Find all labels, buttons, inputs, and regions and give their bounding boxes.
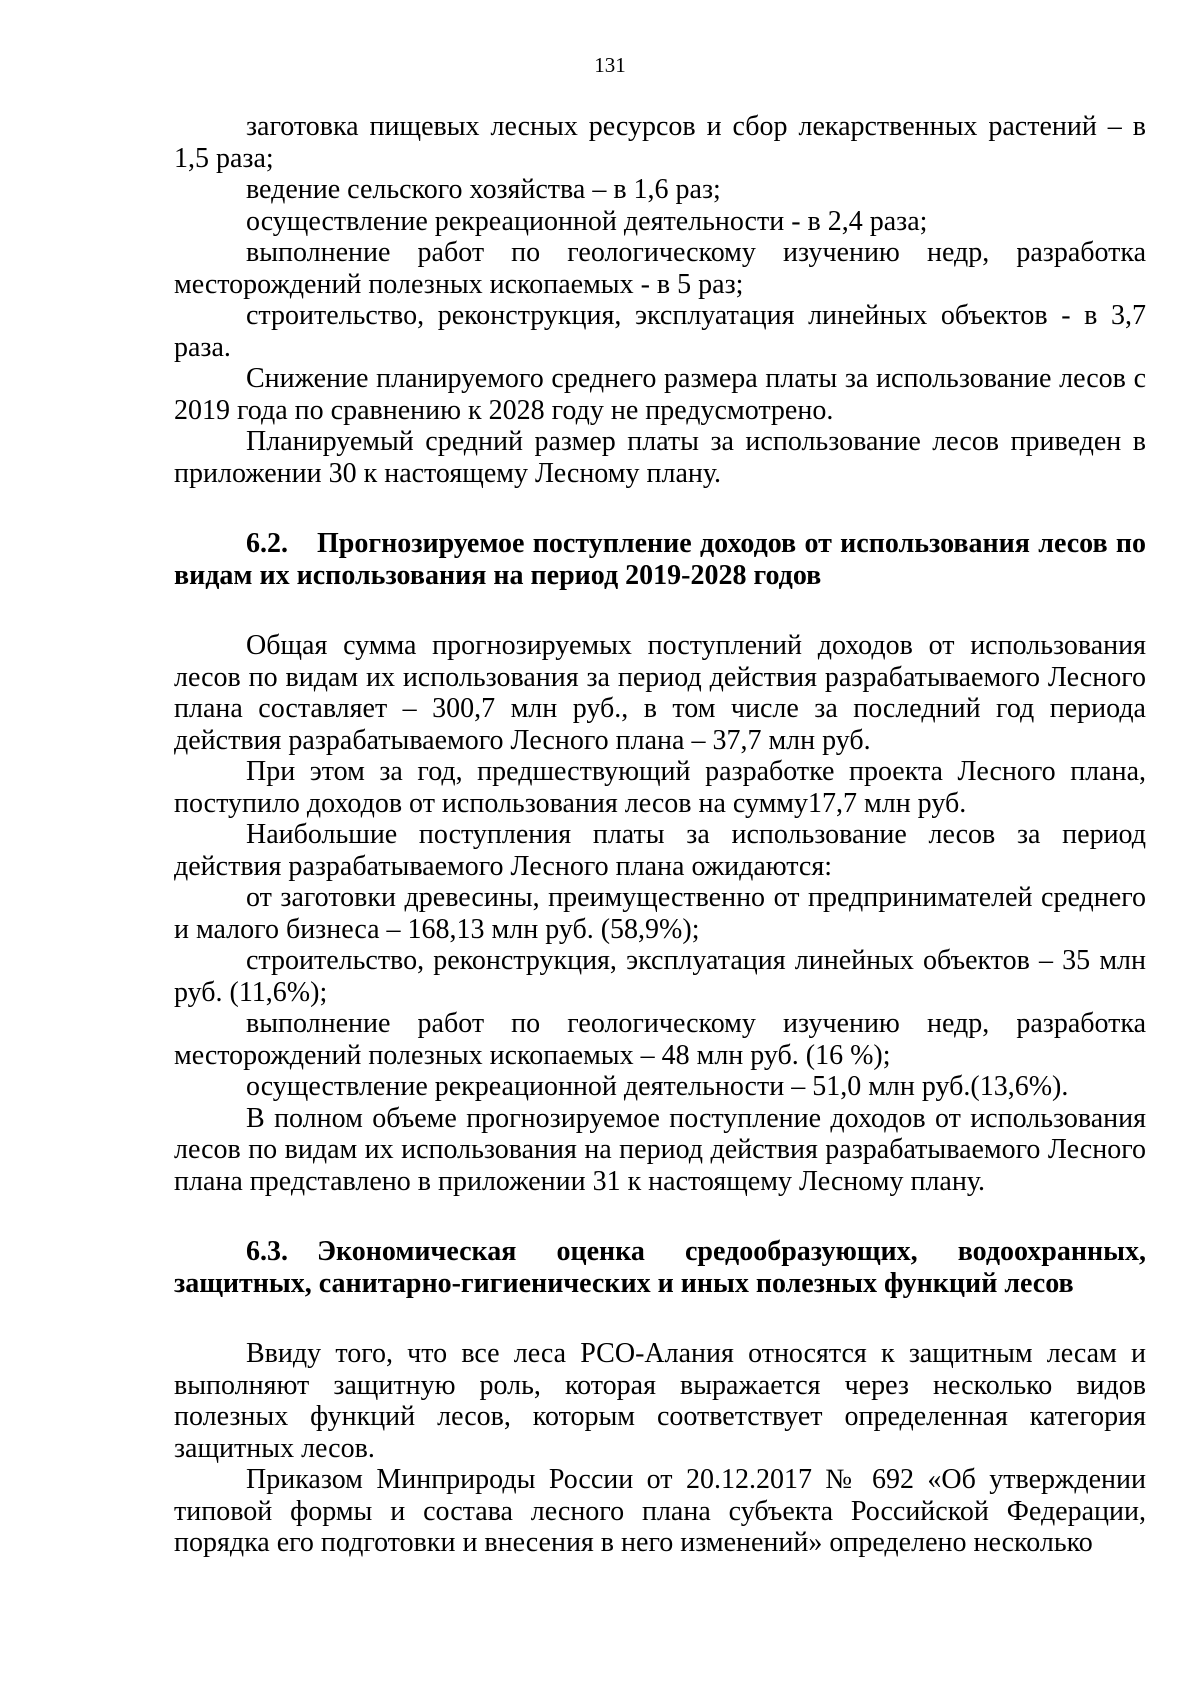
paragraph: заготовка пищевых лесных ресурсов и сбор лекарственных растений – в 1,5 раза; — [174, 111, 1146, 174]
section-number: 6.2. — [246, 528, 288, 559]
paragraph: осуществление рекреационной деятельности - в 2,4 раза; — [246, 205, 928, 237]
paragraph: Планируемый средний размер платы за использование лесов приведен в приложении 30 к настоящему Лесному плану. — [174, 426, 1146, 489]
paragraph: Общая сумма прогнозируемых поступлений доходов от использования лесов по видам их использования за период действия разрабатываемого Лесного плана составляет – 300,7 млн руб., в том числе за последний год периода действия разрабатываемого Лесного плана – 37,7 млн руб. — [174, 630, 1146, 756]
paragraph: Снижение планируемого среднего размера платы за использование лесов с 2019 года по сравнению к 2028 году не предусмотрено. — [174, 363, 1146, 426]
paragraph: В полном объеме прогнозируемое поступление доходов от использования лесов по видам их использования на период действия разрабатываемого Лесного плана представлено в приложении 31 к настоящему Лесному плану. — [174, 1102, 1146, 1197]
paragraph: выполнение работ по геологическому изучению недр, разработка месторождений полезных ископаемых – 48 млн руб. (16 %); — [174, 1008, 1146, 1071]
paragraph: Приказом Минприроды России от 20.12.2017 № 692 «Об утверждении типовой формы и состава лесного плана субъекта Российской Федерации, порядка его подготовки и внесения в него изменений» определено несколько — [174, 1464, 1146, 1558]
section-title: Прогнозируемое поступление доходов от использования лесов по видам их использования на период 2019-2028 годов — [174, 528, 1146, 591]
section-spacer — [174, 591, 1146, 630]
section-title: Экономическая оценка средообразующих, водоохранных, защитных, санитарно-гигиенических и иных полезных функций лесов — [174, 1236, 1146, 1299]
page-content — [174, 111, 1146, 1559]
paragraph: строительство, реконструкция, эксплуатация линейных объектов - в 3,7 раза. — [174, 300, 1146, 363]
paragraph: Ввиду того, что все леса РСО-Алания относятся к защитным лесам и выполняют защитную роль, которая выражается через несколько видов полезных функций лесов, которым соответствует определенная категория защитных лесов. — [174, 1338, 1146, 1464]
section-number: 6.3. — [246, 1236, 288, 1267]
paragraph: При этом за год, предшествующий разработке проекта Лесного плана, поступило доходов от использования лесов на сумму17,7 млн руб. — [174, 756, 1146, 819]
paragraph: осуществление рекреационной деятельности – 51,0 млн руб.(13,6%). — [246, 1071, 1069, 1102]
section-spacer — [174, 1299, 1146, 1338]
paragraph: Наибольшие поступления платы за использование лесов за период действия разрабатываемого Лесного плана ожидаются: — [174, 819, 1146, 882]
section-spacer — [174, 1197, 1146, 1236]
paragraph: ведение сельского хозяйства – в 1,6 раз; — [246, 174, 721, 205]
page-number: 131 — [594, 53, 626, 77]
section-heading-6-2 — [174, 528, 1146, 591]
paragraph: от заготовки древесины, преимущественно от предпринимателей среднего и малого бизнеса – 168,13 млн руб. (58,9%); — [174, 882, 1146, 945]
section-spacer — [174, 489, 1146, 528]
paragraph: строительство, реконструкция, эксплуатация линейных объектов – 35 млн руб. (11,6%); — [174, 945, 1146, 1008]
paragraph: выполнение работ по геологическому изучению недр, разработка месторождений полезных ископаемых - в 5 раз; — [174, 237, 1146, 300]
section-heading-6-3 — [174, 1236, 1146, 1299]
